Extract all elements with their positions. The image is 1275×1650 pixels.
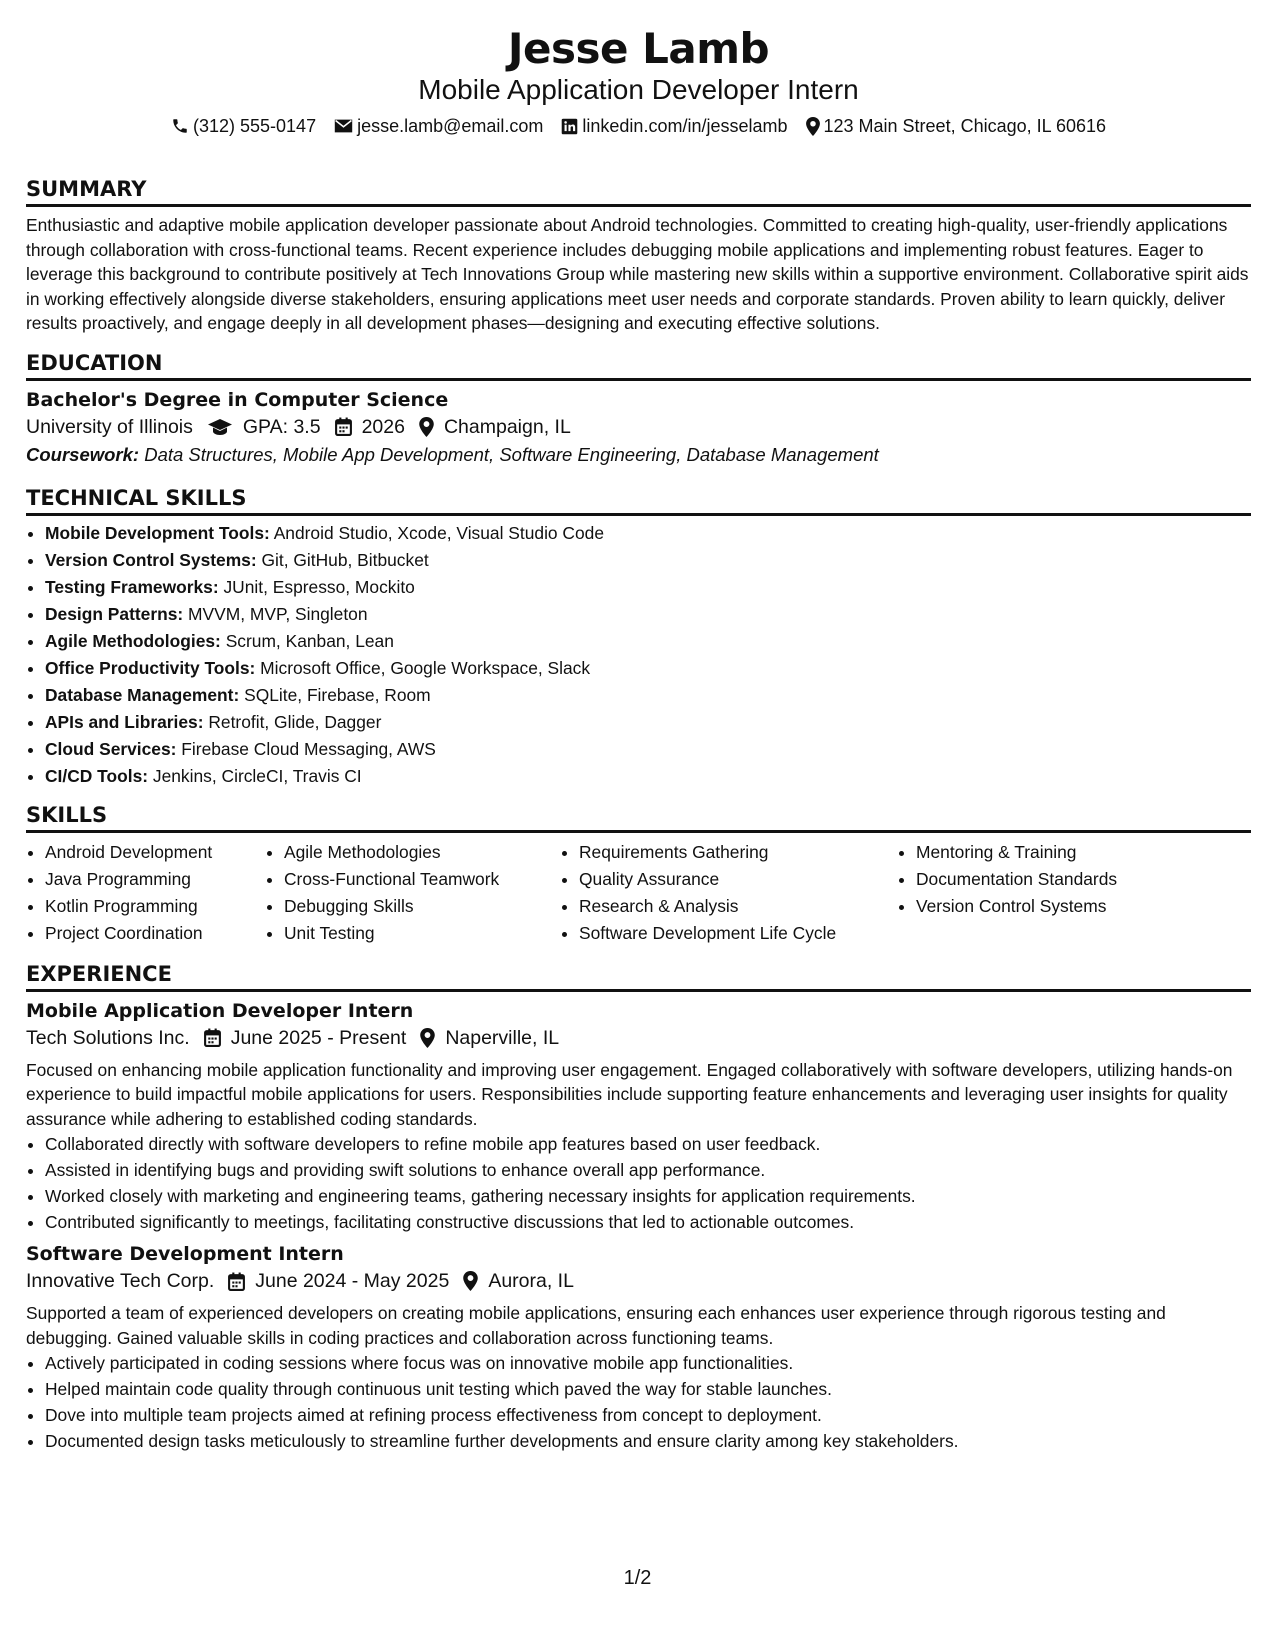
graduation-year: 2026	[361, 415, 405, 438]
list-item: • Debugging Skills	[284, 893, 560, 920]
skills-column	[26, 839, 265, 947]
list-item	[45, 736, 1251, 763]
list-item	[45, 574, 1251, 601]
list-item: • Unit Testing	[284, 920, 560, 947]
job-title: Software Development Intern	[26, 1243, 344, 1265]
job-meta	[26, 1267, 1251, 1295]
job-summary: Focused on enhancing mobile application functionality and improving user engagement. Engaged collaboratively with software developers, utilizing hands-on experience to build impactful mobile applications for users. Responsibilities include supporting feature enhancements and leveraging user insights for quality assurance while adhering to established coding standards.	[26, 1059, 1233, 1129]
skill-label: Version Control Systems:	[45, 549, 257, 570]
map-pin-icon	[420, 1028, 435, 1048]
address-text: 123 Main Street, Chicago, IL 60616	[823, 116, 1107, 136]
company-name: Innovative Tech Corp.	[26, 1270, 215, 1292]
job-entry	[26, 998, 1251, 1236]
skill-label: APIs and Libraries:	[45, 711, 204, 732]
map-pin-icon	[463, 1271, 478, 1291]
job-bullets	[26, 1350, 1251, 1454]
skill-value: Retrofit, Glide, Dagger	[208, 711, 382, 732]
resume-header	[26, 26, 1251, 138]
list-item: • Agile Methodologies	[284, 839, 560, 866]
list-item: • Kotlin Programming	[45, 893, 265, 920]
skills-column	[897, 839, 1216, 947]
list-item: • Version Control Systems	[916, 893, 1216, 920]
contact-linkedin[interactable]	[561, 114, 787, 138]
list-item: • Software Development Life Cycle	[579, 920, 897, 947]
skill-label: Testing Frameworks:	[45, 576, 219, 597]
coursework-list: Data Structures, Mobile App Development, Software Engineering, Database Management	[144, 443, 879, 465]
list-item: • Worked closely with marketing and engineering teams, gathering necessary insights for application requirements.	[45, 1183, 1251, 1209]
contact-email[interactable]	[334, 114, 543, 138]
job-location: Aurora, IL	[488, 1270, 574, 1292]
list-item	[45, 682, 1251, 709]
resume-page	[26, 0, 1251, 1454]
list-item	[45, 709, 1251, 736]
linkedin-text: linkedin.com/in/jesselamb	[582, 116, 788, 136]
job-title: Mobile Application Developer Intern	[26, 999, 414, 1022]
skills-grid	[26, 839, 1251, 947]
list-item: • Helped maintain code quality through continuous unit testing which paved the way for stable launches.	[45, 1376, 1251, 1402]
company-name: Tech Solutions Inc.	[26, 1026, 190, 1049]
list-item: • Research & Analysis	[579, 893, 897, 920]
coursework-label: Coursework:	[26, 443, 140, 465]
list-item: • Requirements Gathering	[579, 839, 897, 866]
map-pin-icon	[419, 417, 434, 437]
gpa-text: GPA: 3.5	[242, 415, 321, 438]
job-bullets	[26, 1131, 1251, 1235]
job-dates: June 2025 - Present	[230, 1026, 407, 1049]
skill-label: Database Management:	[45, 684, 240, 705]
job-entry	[26, 1241, 1251, 1454]
list-item: • Project Coordination	[45, 920, 265, 947]
candidate-name: Jesse Lamb	[507, 24, 770, 73]
experience-section	[26, 961, 1251, 1455]
list-item	[45, 655, 1251, 682]
calendar-icon	[228, 1272, 245, 1291]
skills-column	[265, 839, 560, 947]
email-text: jesse.lamb@email.com	[357, 116, 544, 136]
skill-value: JUnit, Espresso, Mockito	[223, 576, 415, 597]
list-item	[45, 601, 1251, 628]
list-item: • Documentation Standards	[916, 866, 1216, 893]
skill-value: Jenkins, CircleCI, Travis CI	[152, 765, 362, 786]
technical-skills-heading: TECHNICAL SKILLS	[26, 485, 1251, 516]
contact-phone	[171, 114, 316, 138]
list-item: • Android Development	[45, 839, 265, 866]
experience-heading: EXPERIENCE	[26, 961, 1251, 992]
list-item	[45, 520, 1251, 547]
map-pin-icon	[806, 117, 820, 136]
job-summary: Supported a team of experienced developers on creating mobile applications, ensuring each enhances user experience through rigorous testing and debugging. Gained valuable skills in coding practices and collaboration across functioning teams.	[26, 1303, 1166, 1348]
skill-value: Firebase Cloud Messaging, AWS	[181, 738, 436, 759]
contact-info	[26, 114, 1251, 138]
skill-value: Android Studio, Xcode, Visual Studio Code	[273, 522, 605, 543]
list-item: • Collaborated directly with software developers to refine mobile app features based on user feedback.	[45, 1131, 1251, 1157]
skills-heading: SKILLS	[26, 802, 1251, 833]
contact-address	[806, 114, 1107, 138]
skill-value: Scrum, Kanban, Lean	[225, 630, 394, 651]
skill-label: Agile Methodologies:	[45, 630, 221, 651]
summary-heading: SUMMARY	[26, 176, 1251, 207]
list-item: • Documented design tasks meticulously to streamline further developments and ensure clarity among key stakeholders.	[45, 1428, 1251, 1454]
calendar-icon	[204, 1028, 221, 1047]
skill-label: Office Productivity Tools:	[45, 657, 256, 678]
linkedin-icon	[561, 118, 578, 135]
calendar-icon	[335, 417, 352, 436]
list-item: • Mentoring & Training	[916, 839, 1216, 866]
skill-label: Design Patterns:	[45, 603, 184, 624]
phone-icon	[171, 117, 189, 135]
phone-text: (312) 555-0147	[192, 116, 317, 136]
skill-value: MVVM, MVP, Singleton	[188, 603, 368, 624]
list-item	[45, 547, 1251, 574]
skills-column	[560, 839, 897, 947]
skills-section	[26, 802, 1251, 947]
job-location: Naperville, IL	[445, 1026, 560, 1049]
list-item: • Assisted in identifying bugs and providing swift solutions to enhance overall app performance.	[45, 1157, 1251, 1183]
candidate-title: Mobile Application Developer Intern	[418, 74, 859, 105]
job-dates: June 2024 - May 2025	[255, 1270, 450, 1292]
summary-text: Enthusiastic and adaptive mobile application developer passionate about Android technologies. Committed to creating high-quality, user-friendly applications through collaboration with cross-functional teams. Recent experience includes debugging mobile applications and implementing robust features. Eager to leverage this background to contribute positively at Tech Innovations Group while mastering new skills within a supportive environment. Collaborative spirit aids in working effectively alongside diverse stakeholders, ensuring applications meet user needs and corporate standards. Proven ability to learn quickly, deliver results proactively, and engage deeply in all development phases—designing and executing effective solutions.	[26, 215, 1249, 333]
list-item: • Dove into multiple team projects aimed at refining process effectiveness from concept to deployment.	[45, 1402, 1251, 1428]
list-item: • Cross-Functional Teamwork	[284, 866, 560, 893]
summary-section	[26, 176, 1251, 336]
list-item: • Contributed significantly to meetings, facilitating constructive discussions that led to actionable outcomes.	[45, 1209, 1251, 1235]
job-meta	[26, 1024, 1251, 1052]
graduation-cap-icon	[207, 418, 233, 436]
technical-skills-list	[26, 520, 1251, 790]
education-location: Champaign, IL	[443, 415, 571, 438]
skill-label: Cloud Services:	[45, 738, 177, 759]
degree-title: Bachelor's Degree in Computer Science	[26, 388, 449, 411]
list-item	[45, 763, 1251, 790]
school-name: University of Illinois	[26, 415, 193, 438]
coursework	[26, 441, 1251, 469]
page-number: 1/2	[623, 1567, 652, 1589]
list-item	[45, 628, 1251, 655]
skill-label: Mobile Development Tools:	[45, 522, 270, 543]
list-item: • Quality Assurance	[579, 866, 897, 893]
skill-value: Microsoft Office, Google Workspace, Slack	[260, 657, 591, 678]
education-meta	[26, 413, 1251, 441]
list-item: • Actively participated in coding sessions where focus was on innovative mobile app functionalities.	[45, 1350, 1251, 1376]
skill-value: SQLite, Firebase, Room	[244, 684, 431, 705]
envelope-icon	[334, 118, 353, 134]
skill-label: CI/CD Tools:	[45, 765, 149, 786]
education-section	[26, 350, 1251, 469]
list-item: • Java Programming	[45, 866, 265, 893]
technical-skills-section	[26, 485, 1251, 790]
skill-value: Git, GitHub, Bitbucket	[261, 549, 429, 570]
education-heading: EDUCATION	[26, 350, 1251, 381]
